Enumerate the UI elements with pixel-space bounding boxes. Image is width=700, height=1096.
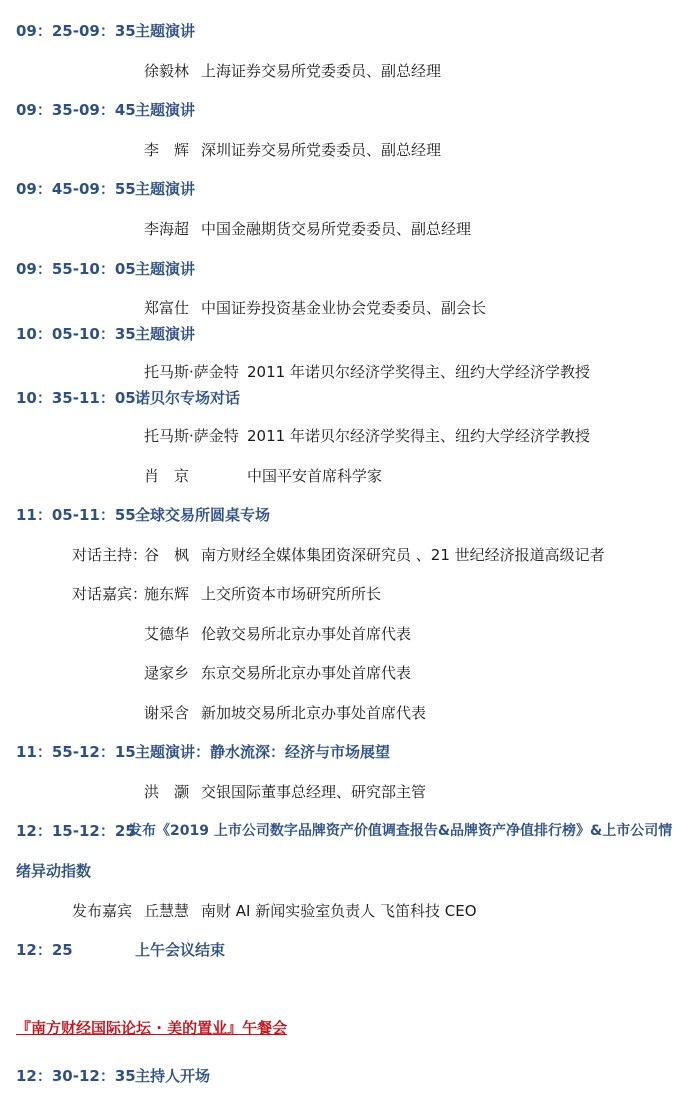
agenda-time: 12：25 — [16, 941, 73, 959]
speaker-desc: 深圳证券交易所党委委员、副总经理 — [201, 141, 442, 159]
speaker-name: 托马斯·萨金特 — [144, 427, 239, 445]
agenda-title: 主题演讲：静水流深：经济与市场展望 — [135, 743, 391, 761]
speaker-desc: 南财 AI 新闻实验室负责人 飞笛科技 CEO — [201, 902, 477, 920]
speaker-name: 郑富仕 — [144, 299, 190, 317]
role-label-guest: 对话嘉宾： — [72, 585, 148, 603]
speaker-name: 施东辉 — [144, 585, 190, 603]
speaker-desc: 上海证券交易所党委委员、副总经理 — [201, 62, 442, 80]
agenda-title: 主题演讲 — [135, 101, 196, 119]
agenda-time: 11：05-11：55 — [16, 506, 136, 524]
speaker-desc: 上交所资本市场研究所所长 — [201, 585, 382, 603]
speaker-desc: 新加坡交易所北京办事处首席代表 — [201, 704, 427, 722]
agenda-title: 主题演讲 — [135, 180, 196, 198]
speaker-name: 李 辉 — [144, 141, 190, 159]
agenda-time: 12：15-12：25 — [16, 822, 136, 840]
speaker-name: 艾德华 — [144, 625, 190, 643]
agenda-time: 09：35-09：45 — [16, 101, 136, 119]
speaker-name: 谷 枫 — [144, 546, 190, 564]
speaker-desc: 东京交易所北京办事处首席代表 — [201, 664, 412, 682]
lunch-section-title: 『南方财经国际论坛 · 美的置业』午餐会 — [16, 1019, 288, 1037]
speaker-desc: 南方财经全媒体集团资深研究员 、21 世纪经济报道高级记者 — [201, 546, 605, 564]
speaker-name: 逯家乡 — [144, 664, 190, 682]
agenda-time: 12：30-12：35 — [16, 1067, 136, 1085]
role-label-host: 对话主持： — [72, 546, 148, 564]
speaker-name: 肖 京 — [144, 467, 190, 485]
agenda-title: 上午会议结束 — [135, 941, 226, 959]
speaker-desc: 中国金融期货交易所党委委员、副总经理 — [201, 220, 472, 238]
agenda-time: 09：25-09：35 — [16, 22, 136, 40]
agenda-time: 10：05-10：35 — [16, 325, 136, 343]
speaker-desc: 2011 年诺贝尔经济学奖得主、纽约大学经济学教授 — [247, 363, 590, 381]
agenda-title: 主题演讲 — [135, 22, 196, 40]
agenda-title-continued: 绪异动指数 — [16, 862, 92, 880]
speaker-name: 李海超 — [144, 220, 190, 238]
agenda-time: 09：55-10：05 — [16, 260, 136, 278]
speaker-desc: 伦敦交易所北京办事处首席代表 — [201, 625, 412, 643]
agenda-time: 11：55-12：15 — [16, 743, 136, 761]
speaker-name: 洪 灏 — [144, 783, 190, 801]
agenda-title: 诺贝尔专场对话 — [135, 389, 241, 407]
speaker-name: 徐毅林 — [144, 62, 190, 80]
agenda-title: 主题演讲 — [135, 260, 196, 278]
speaker-desc: 中国证券投资基金业协会党委委员、副会长 — [201, 299, 487, 317]
role-label-release-guest: 发布嘉宾 — [72, 902, 133, 920]
agenda-title: 全球交易所圆桌专场 — [135, 506, 271, 524]
agenda-title: 主持人开场 — [135, 1067, 211, 1085]
agenda-time: 10：35-11：05 — [16, 389, 136, 407]
speaker-desc: 2011 年诺贝尔经济学奖得主、纽约大学经济学教授 — [247, 427, 590, 445]
agenda-title: 发布《2019 上市公司数字品牌资产价值调查报告&品牌资产净值排行榜》&上市公司情 — [128, 823, 673, 839]
speaker-name: 谢采含 — [144, 704, 190, 722]
speaker-desc: 交银国际董事总经理、研究部主管 — [201, 783, 427, 801]
speaker-desc: 中国平安首席科学家 — [247, 467, 383, 485]
agenda-time: 09：45-09：55 — [16, 180, 136, 198]
speaker-name: 丘慧慧 — [144, 902, 190, 920]
agenda-title: 主题演讲 — [135, 325, 196, 343]
speaker-name: 托马斯·萨金特 — [144, 363, 239, 381]
